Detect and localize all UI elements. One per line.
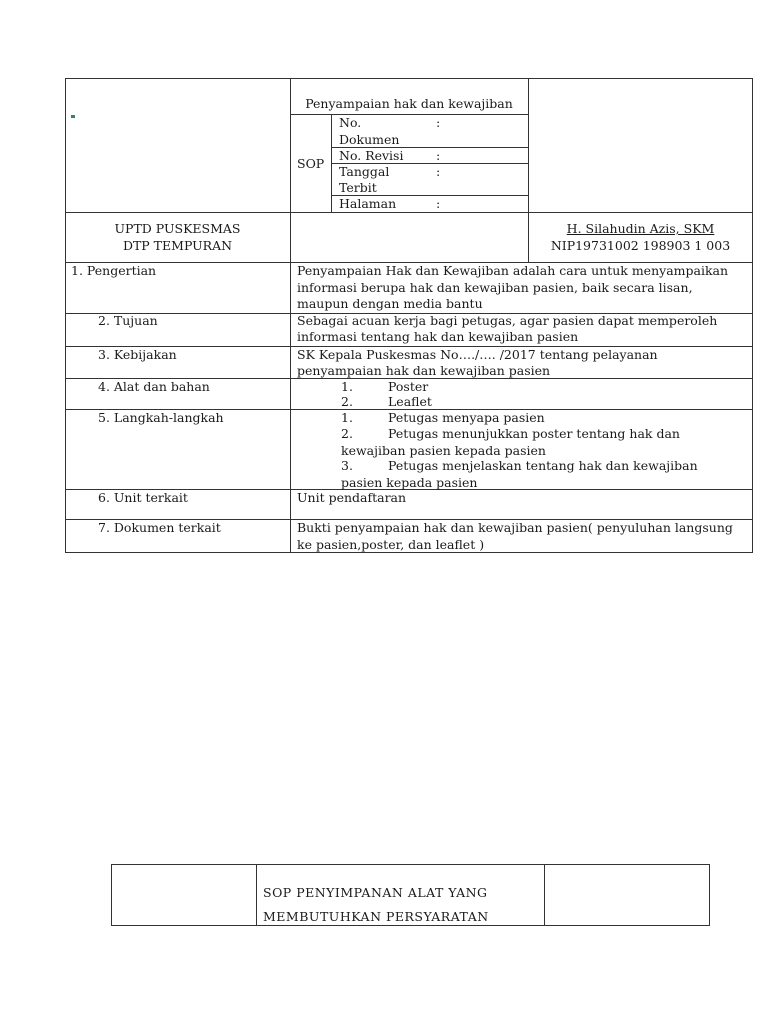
- meta-halaman-label: Halaman: [339, 196, 397, 211]
- section-text-line: Penyampaian Hak dan Kewajiban adalah cara untuk menyampaikan: [297, 263, 729, 278]
- list-number: 2.: [341, 394, 353, 409]
- org-unit: DTP TEMPURAN: [122, 238, 233, 253]
- list-number: 2.: [341, 426, 353, 441]
- section-label: 6. Unit terkait: [98, 490, 188, 505]
- signer-nip: NIP19731002 198903 1 003: [550, 238, 731, 253]
- list-item-continuation: pasien kepada pasien: [341, 475, 478, 490]
- section-text-line: Bukti penyampaian hak dan kewajiban pasien( penyuluhan langsung: [297, 520, 733, 535]
- section-text-line: Sebagai acuan kerja bagi petugas, agar pasien dapat memperoleh: [297, 313, 718, 328]
- logo: [71, 115, 75, 118]
- section-text-line: penyampaian hak dan kewajiban pasien: [297, 363, 551, 378]
- divider: [290, 114, 528, 115]
- section-text-line: ke pasien,poster, dan leaflet ): [297, 537, 485, 552]
- section-label: 1. Pengertian: [71, 263, 157, 278]
- second-sop-title-line-2: MEMBUTUHKAN PERSYARATAN: [263, 909, 489, 924]
- divider: [290, 262, 291, 553]
- section-text-line: informasi tentang hak dan kewajiban pasien: [297, 329, 579, 344]
- meta-no-dokumen-label-1: No.: [339, 115, 362, 130]
- meta-no-revisi-colon: :: [436, 148, 441, 163]
- meta-no-dokumen-label-2: Dokumen: [339, 132, 400, 147]
- section-label: 7. Dokumen terkait: [98, 520, 221, 535]
- section-label: 4. Alat dan bahan: [98, 379, 210, 394]
- list-item-continuation: kewajiban pasien kepada pasien: [341, 443, 546, 458]
- section-text-line: informasi berupa hak dan kewajiban pasien, baik secara lisan,: [297, 280, 693, 295]
- list-item: Leaflet: [388, 394, 432, 409]
- list-item: Petugas menjelaskan tentang hak dan kewajiban: [388, 458, 698, 473]
- meta-tanggal-label-1: Tanggal: [339, 164, 390, 179]
- second-sop-title: SOP PENYIMPANAN ALAT YANG: [263, 885, 488, 900]
- divider: [256, 864, 257, 926]
- org-name: UPTD PUSKESMAS: [114, 221, 241, 236]
- meta-halaman-colon: :: [436, 196, 441, 211]
- list-item: Poster: [388, 379, 429, 394]
- section-text-line: SK Kepala Puskesmas No…./…. /2017 tentang pelayanan: [297, 347, 658, 362]
- meta-tanggal-colon: :: [436, 164, 441, 179]
- divider: [544, 864, 545, 926]
- section-text-line: maupun dengan media bantu: [297, 296, 483, 311]
- list-number: 3.: [341, 458, 353, 473]
- list-number: 1.: [341, 410, 353, 425]
- signer-name: H. Silahudin Azis, SKM: [566, 221, 715, 236]
- list-item: Petugas menunjukkan poster tentang hak dan: [388, 426, 680, 441]
- section-text-line: Unit pendaftaran: [297, 490, 407, 505]
- list-item: Petugas menyapa pasien: [388, 410, 545, 425]
- divider: [65, 212, 753, 213]
- section-label: 5. Langkah-langkah: [98, 410, 224, 425]
- meta-tanggal-label-2: Terbit: [339, 180, 377, 195]
- section-label: 3. Kebijakan: [98, 347, 177, 362]
- sop-label: SOP: [297, 156, 325, 171]
- document-title: Penyampaian hak dan kewajiban: [305, 96, 513, 111]
- meta-no-revisi-label: No. Revisi: [339, 148, 404, 163]
- section-label: 2. Tujuan: [98, 313, 158, 328]
- meta-no-dokumen-colon: :: [436, 115, 441, 130]
- list-number: 1.: [341, 379, 353, 394]
